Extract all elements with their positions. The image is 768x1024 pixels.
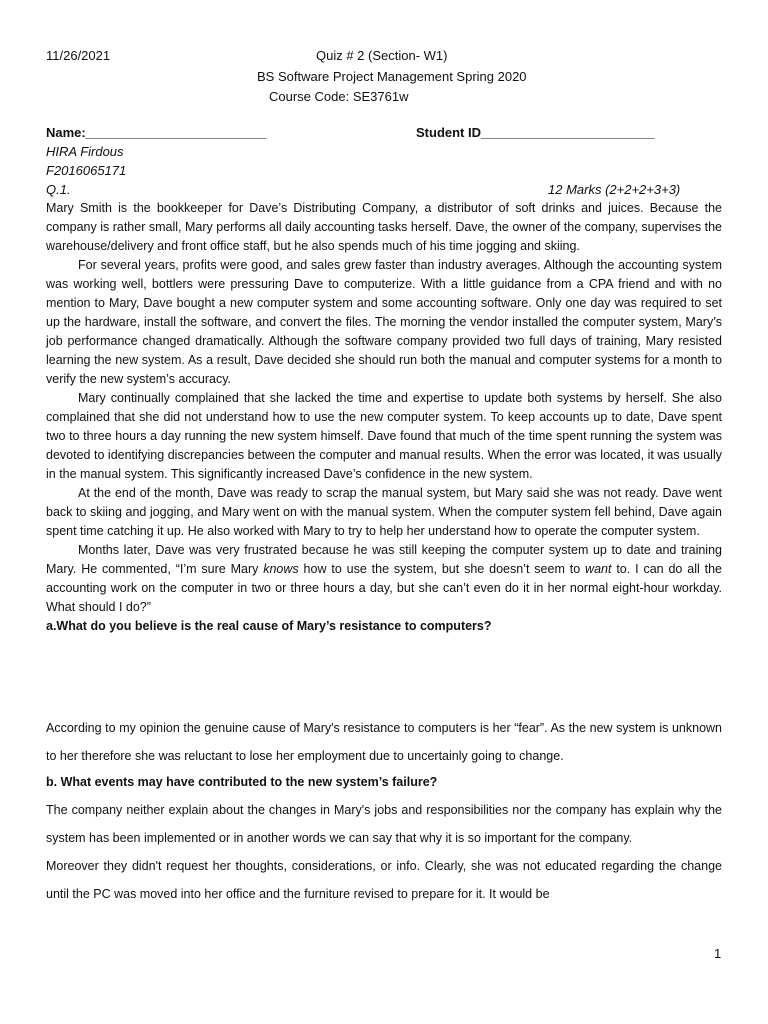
name-field-label: Name:_________________________ <box>46 125 267 140</box>
paragraph-segment: Months later, Dave was very frustrated because he was still keeping the computer system up to date and training Mary. He commented, “I’m sure Mary <box>46 543 722 576</box>
student-name: HIRA Firdous <box>46 144 124 159</box>
quiz-title: Quiz # 2 (Section- W1) <box>316 48 448 63</box>
case-paragraph: Mary continually complained that she lacked the time and expertise to update both systems by herself. She also complained that she did not understand how to use the new computer system. To keep accounts up to date, Dave spent two to three hours a day running the new system himself. Dave found that much of the time spent running the system was devoted to identifying discrepancies between the computer and manual results. When the error was located, it was usually in the manual system. This significantly increased Dave’s confidence in the new system. <box>46 391 722 481</box>
case-paragraph: Mary Smith is the bookkeeper for Dave’s Distributing Company, a distributor of soft drinks and juices. Because the company is rather small, Mary performs all daily accounting tasks herself. Dave, the owner of the company, supervises the warehouse/delivery and front office staff, but he also spends much of his time jogging and skiing. <box>46 201 722 253</box>
answer-b-text-1: The company neither explain about the changes in Mary's jobs and responsibilities nor the company has explain why the system has been implemented or in another words we can say that why it is so important for the company. <box>46 803 722 845</box>
question-b-block <box>46 768 722 908</box>
question-number: Q.1. <box>46 182 71 197</box>
answer-b-text-2: Moreover they didn't request her thoughts, considerations, or info. Clearly, she was not educated regarding the change until the PC was moved into her office and the furniture revised to prepare for it. It would be <box>46 859 722 901</box>
emphasis-knows: knows <box>263 562 299 576</box>
answer-a <box>46 714 722 770</box>
question-marks: 12 Marks (2+2+2+3+3) <box>548 182 681 197</box>
student-id-field-label: Student ID________________________ <box>416 125 655 140</box>
question-b-prompt: b. What events may have contributed to the new system’s failure? <box>46 775 438 789</box>
student-id: F2016065171 <box>46 163 127 178</box>
case-paragraph: For several years, profits were good, and sales grew faster than industry averages. Although the accounting system was working well, bottlers were pressuring Dave to computerize. With a little guidance from a CPA friend and with no mention to Mary, Dave bought a new computer system and some accounting software. Only one day was required to set up the hardware, install the software, and convert the files. The morning the vendor installed the computer system, Mary’s job performance changed dramatically. Although the software company provided two full days of training, Mary resisted learning the new system. As a result, Dave decided she should run both the manual and computer systems for a month to verify the new system’s accuracy. <box>46 258 722 386</box>
course-code: Course Code: SE3761w <box>269 89 409 104</box>
case-paragraph-last <box>46 541 722 617</box>
date: 11/26/2021 <box>46 48 111 63</box>
question-a-prompt: a.What do you believe is the real cause of Mary’s resistance to computers? <box>46 619 492 633</box>
course-title: BS Software Project Management Spring 2020 <box>257 69 527 84</box>
answer-a-text: According to my opinion the genuine cause of Mary's resistance to computers is her “fear”. As the new system is unknown to her therefore she was reluctant to lose her employment due to uncertainly going to change. <box>46 721 722 763</box>
paragraph-segment: to. I can do all the accounting work on the computer in two or three hours a day, but she can’t even do it in her normal eight-hour workday. What should I do?” <box>46 562 722 614</box>
case-paragraph: At the end of the month, Dave was ready to scrap the manual system, but Mary said she was not ready. Dave went back to skiing and jogging, and Mary went on with the manual system. When the computer system fell behind, Dave again spent time catching it up. He also worked with Mary to try to help her understand how to operate the computer system. <box>46 486 722 538</box>
emphasis-want: want <box>585 562 612 576</box>
case-study-text <box>46 199 722 636</box>
paragraph-segment: how to use the system, but she doesn’t seem to <box>298 562 586 576</box>
page-number: 1 <box>714 946 722 961</box>
